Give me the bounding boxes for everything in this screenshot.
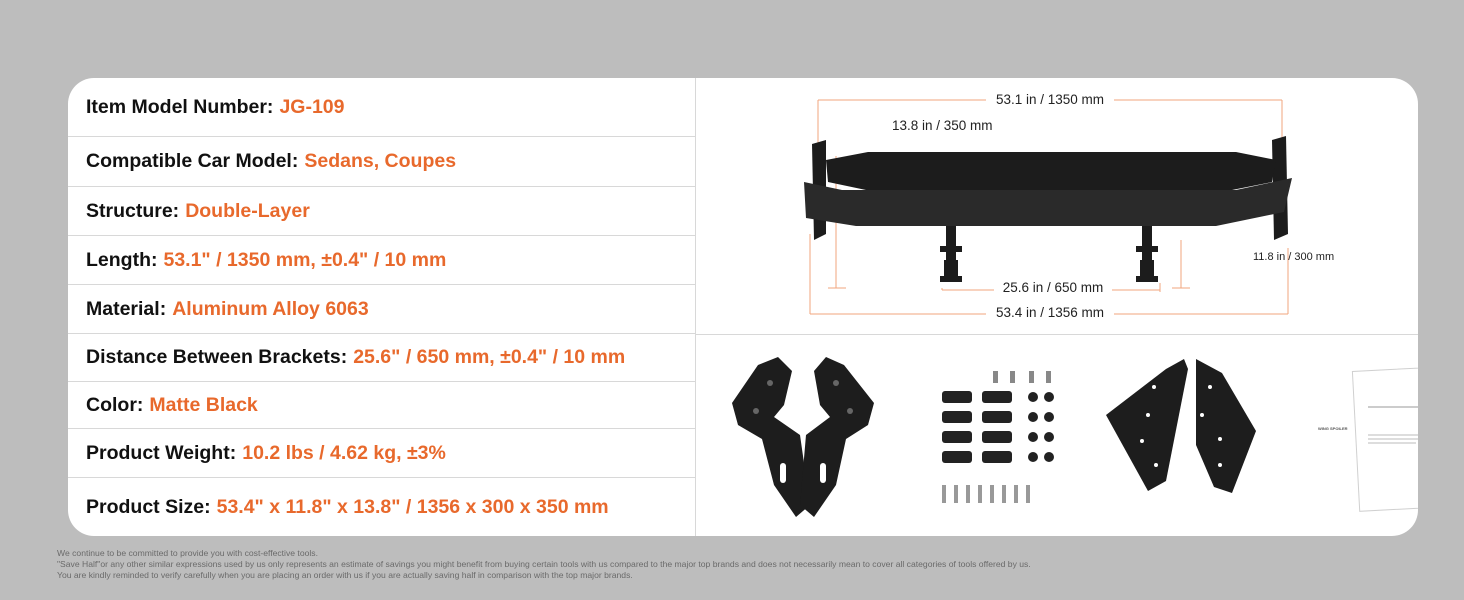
spec-label: Color:: [86, 393, 144, 416]
spoiler-dimension-diagram: [696, 78, 1418, 334]
spec-label: Length:: [86, 248, 158, 271]
disclaimer-line: We continue to be committed to provide you with cost-effective tools.: [57, 548, 318, 558]
spec-row-size: [68, 478, 695, 536]
spec-row-compatible: [68, 137, 695, 187]
instruction-manual-icon: [1352, 367, 1418, 512]
spec-row-structure: [68, 187, 695, 236]
spec-row-bracket-distance: [68, 334, 695, 382]
spec-label: Product Weight:: [86, 441, 237, 464]
dim-total-length: 53.4 in / 1356 mm: [995, 305, 1105, 320]
end-plates-icon: [1106, 359, 1256, 493]
spoiler-wing-icon: [804, 136, 1292, 282]
spec-row-model: [68, 78, 695, 137]
spec-label: Item Model Number:: [86, 95, 274, 118]
manual-title: WING SPOILER: [1318, 426, 1348, 431]
spec-label: Compatible Car Model:: [86, 150, 299, 172]
spec-value: 53.1" / 1350 mm, ±0.4" / 10 mm: [163, 248, 447, 271]
dim-top-length: 53.1 in / 1350 mm: [995, 92, 1105, 107]
spec-row-material: [68, 285, 695, 334]
spec-label: Structure:: [86, 199, 180, 222]
spec-row-color: [68, 382, 695, 429]
spec-value: 53.4" x 11.8" x 13.8" / 1356 x 300 x 350 mm: [216, 495, 609, 518]
spec-card: [68, 78, 1418, 536]
spec-row-length: [68, 236, 695, 285]
spec-value: Matte Black: [149, 393, 258, 416]
disclaimer-line: You are kindly reminded to verify carefully when you are placing an order with us if you are actually saving half in comparison with the top major brands.: [57, 570, 633, 581]
spec-value: JG-109: [279, 95, 345, 118]
spec-label: Material:: [86, 297, 167, 320]
spec-label: Product Size:: [86, 495, 211, 518]
dim-bracket-distance: 25.6 in / 650 mm: [1002, 280, 1104, 295]
mounting-brackets-icon: [732, 357, 874, 517]
disclaimer-line: "Save Half"or any other similar expressions used by us only represents an estimate of savings you might benefit from buying certain tools with us compared to the major top brands and does not necessarily mean to cover all categories of tools offered by us.: [57, 559, 1031, 570]
spec-row-weight: [68, 429, 695, 478]
spec-table: [68, 78, 695, 536]
dim-bracket-height: 11.8 in / 300 mm: [1253, 251, 1335, 263]
spec-value: 10.2 lbs / 4.62 kg, ±3%: [242, 441, 446, 464]
spec-value: Aluminum Alloy 6063: [172, 297, 369, 320]
spec-value: 25.6" / 650 mm, ±0.4" / 10 mm: [353, 346, 626, 368]
dim-height: 13.8 in / 350 mm: [892, 118, 993, 133]
spec-value: Sedans, Coupes: [304, 150, 457, 172]
spec-value: Double-Layer: [185, 199, 310, 222]
disclaimer: [57, 548, 1031, 582]
hardware-kit-icon: [942, 371, 1054, 503]
parts-illustration: [696, 335, 1418, 536]
spec-label: Distance Between Brackets:: [86, 346, 348, 368]
